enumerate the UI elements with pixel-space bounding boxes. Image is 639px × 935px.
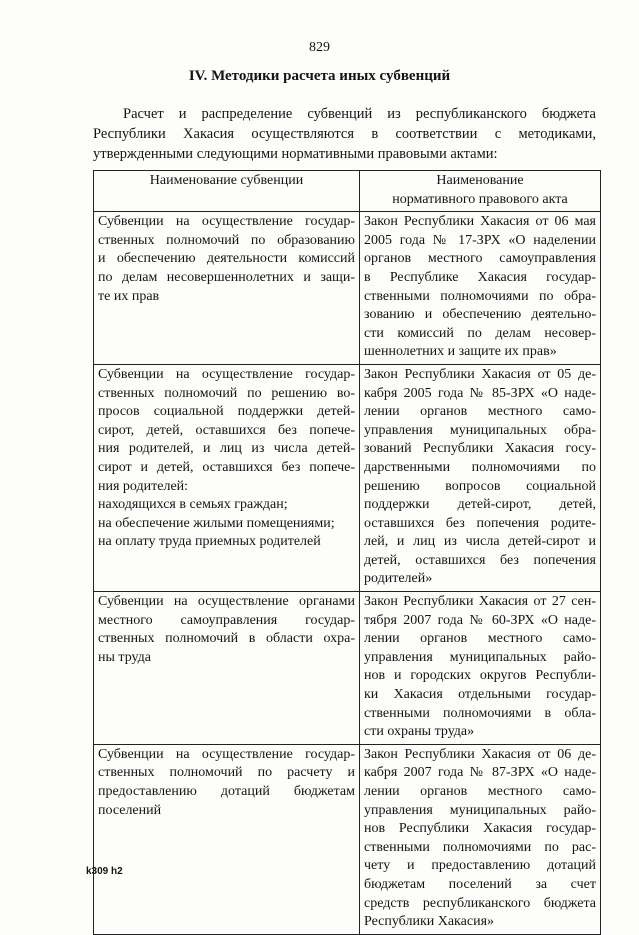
cell-line: кабря 2005 года № 85-ЗРХ «О наде- [364, 385, 596, 401]
cell-line: Субвенции на осуществление органами [98, 594, 355, 610]
cell-line: по делам несовершеннолетних и защи- [98, 269, 355, 285]
cell-line: на оплату труда приемных родителей [98, 534, 321, 550]
legal-act-cell [360, 744, 601, 934]
cell-line: ки Хакасия отдельными государ- [364, 687, 596, 703]
cell-line: сирот, детей, оставшихся без попече- [98, 422, 355, 438]
cell-line: бюджетам поселений за счет [364, 876, 596, 892]
subsidy-name-cell [94, 212, 360, 365]
cell-line: те их прав [98, 288, 160, 304]
cell-line: лей, и лиц из числа детей-сирот и [364, 534, 596, 550]
cell-line: чету и предоставлению дотаций [364, 858, 596, 874]
cell-line: ния родителей, и лиц из числа детей- [98, 441, 355, 457]
cell-line: тября 2007 года № 60-ЗРХ «О наде- [364, 612, 596, 628]
cell-line: детей, оставшихся без попечения [364, 552, 596, 568]
cell-line: лении органов местного само- [364, 784, 596, 799]
subsidies-table [93, 170, 601, 935]
cell-line: ния родителей: [98, 478, 189, 494]
legal-act-cell [360, 212, 601, 365]
cell-line: 2005 года № 17-ЗРХ «О наделении [364, 232, 596, 248]
cell-line: Субвенции на осуществление государ- [98, 746, 355, 762]
cell-line: оставшихся без попечения родите- [364, 515, 596, 531]
cell-line: лении органов местного само- [364, 404, 596, 420]
cell-line: дарственными полномочиями по [364, 459, 596, 475]
intro-paragraph [93, 104, 596, 164]
cell-line: шеннолетних и защите их прав» [364, 344, 557, 360]
table-header-row [94, 171, 601, 212]
cell-line: просов социальной поддержки детей- [98, 404, 355, 420]
cell-line: в Республике Хакасия государ- [364, 269, 596, 285]
subsidy-name-cell [94, 364, 360, 591]
cell-line: ственных полномочий по расчету и [98, 765, 355, 781]
cell-line: поселений [98, 802, 162, 818]
cell-line: Закон Республики Хакасия от 06 де- [364, 746, 596, 762]
cell-line: Республики Хакасия» [364, 914, 495, 930]
cell-line: ственных полномочий в области охра- [98, 631, 355, 647]
intro-line: утвержденными следующими нормативными правовыми актами: [93, 146, 498, 162]
cell-line: местного самоуправления государ- [98, 612, 355, 628]
cell-line: ственными полномочиями по обра- [364, 288, 596, 304]
cell-line: ственными полномочиями по рас- [364, 839, 596, 855]
cell-line: управления муниципальных райо- [364, 649, 596, 665]
cell-line: лении органов местного само- [364, 631, 596, 647]
table-row [94, 592, 601, 745]
cell-line: и обеспечению деятельности комиссий [98, 251, 355, 267]
table-row [94, 744, 601, 934]
cell-line: нов и городских округов Республи- [364, 668, 596, 684]
cell-line: поддержки детей-сирот, детей, [364, 497, 596, 513]
cell-line: органов местного самоуправления [364, 251, 596, 267]
cell-line: предоставлению дотаций бюджетам [98, 784, 355, 799]
cell-line: кабря 2007 года № 87-ЗРХ «О наде- [364, 765, 596, 781]
table-row [94, 212, 601, 365]
cell-line: управления муниципальных обра- [364, 422, 596, 438]
cell-line: Закон Республики Хакасия от 27 сен- [364, 594, 596, 610]
intro-line: Расчет и распределение субвенций из республиканского бюджета [123, 106, 596, 122]
cell-line: управления муниципальных райо- [364, 802, 596, 818]
cell-line: ны труда [98, 649, 151, 665]
cell-line: Закон Республики Хакасия от 05 де- [364, 366, 596, 382]
cell-line: ственных полномочий по решению во- [98, 385, 355, 401]
page-number: 829 [309, 40, 330, 55]
cell-line: на обеспечение жилыми помещениями; [98, 515, 335, 531]
cell-line: сирот и детей, оставшихся без попече- [98, 459, 355, 475]
table-row [94, 364, 601, 591]
header-legal-act: Наименование нормативного правового акта [360, 171, 601, 212]
cell-line: сти охраны труда» [364, 724, 475, 740]
footer-code: k309 h2 [86, 866, 123, 877]
cell-line: зований Республики Хакасия госу- [364, 441, 596, 457]
cell-line: зованию и обеспечению деятельно- [364, 307, 596, 323]
cell-line: находящихся в семьях граждан; [98, 497, 288, 513]
cell-line: Субвенции на осуществление государ- [98, 366, 355, 382]
header-subsidy-name: Наименование субвенции [94, 171, 360, 212]
cell-line: нов Республики Хакасия государ- [364, 821, 596, 837]
cell-line: сти комиссий по делам несовер- [364, 325, 596, 341]
subsidy-name-cell [94, 592, 360, 745]
cell-line: Закон Республики Хакасия от 06 мая [364, 214, 596, 230]
legal-act-cell [360, 592, 601, 745]
legal-act-cell [360, 364, 601, 591]
cell-line: родителей» [364, 571, 433, 587]
cell-line: ственными полномочиями в обла- [364, 705, 596, 721]
section-title: IV. Методики расчета иных субвенций [188, 68, 451, 84]
cell-line: ственных полномочий по образованию [98, 232, 355, 248]
cell-line: Субвенции на осуществление государ- [98, 214, 355, 230]
cell-line: средств республиканского бюджета [364, 895, 596, 911]
cell-line: решению вопросов социальной [364, 478, 596, 494]
subsidy-name-cell [94, 744, 360, 934]
intro-line: Республики Хакасия осуществляются в соответствии с методиками, [93, 126, 596, 142]
